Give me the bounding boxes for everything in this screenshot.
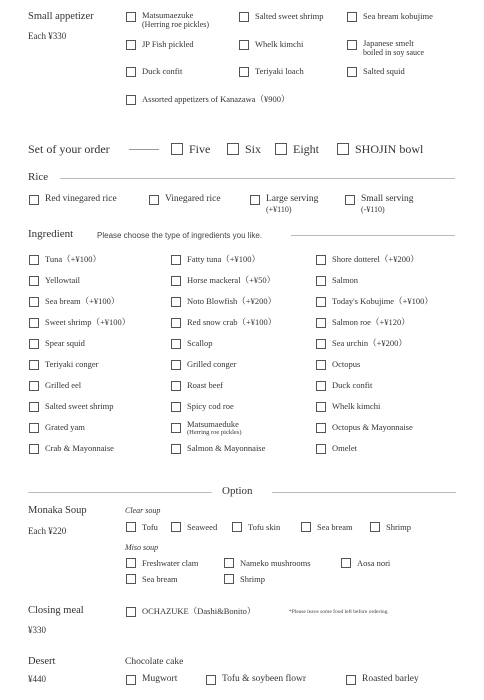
ingredient-name: Whelk kimchi: [332, 401, 381, 411]
ingredient-name: Spear squid: [45, 338, 85, 348]
checkbox-clear-seaweed[interactable]: [171, 522, 181, 532]
label-ingredient: [332, 359, 360, 369]
label-ingredient: [187, 338, 213, 348]
label-clear-seaweed: Seaweed: [187, 522, 218, 532]
ingredient-name: Horse mackeral（+¥50）: [187, 275, 276, 285]
label-large-serving: Large serving (+¥110): [266, 194, 319, 214]
checkbox-ingredient[interactable]: [171, 339, 181, 349]
label-teriyaki-loach: Teriyaki loach: [255, 66, 304, 76]
ingredient-name: Duck confit: [332, 380, 373, 390]
ingredient-subnote: (Herring roe pickles): [187, 429, 242, 436]
ingredient-name: Yellowtail: [45, 275, 81, 285]
label-ingredient: [332, 338, 407, 348]
dessert-subtitle: Chocolate cake: [125, 657, 184, 667]
label-miso-aosa-nori: Aosa nori: [357, 558, 391, 568]
ingredient-name: Spicy cod roe: [187, 401, 234, 411]
label-ingredient: [332, 401, 380, 411]
checkbox-matsumaezuke[interactable]: [126, 12, 136, 22]
ingredient-name: Grilled conger: [187, 359, 237, 369]
checkbox-clear-tofu[interactable]: [126, 522, 136, 532]
ingredient-name: Roast beef: [187, 380, 224, 390]
label-clear-sea-bream: Sea bream: [317, 522, 353, 532]
label-small-serving: Small serving (-¥110): [361, 194, 414, 214]
checkbox-ingredient[interactable]: [171, 276, 181, 286]
small-appetizer-title: Small appetizer: [28, 11, 94, 22]
checkbox-ingredient[interactable]: [316, 360, 326, 370]
ingredient-name: Sea bream（+¥100）: [45, 296, 120, 306]
checkbox-ingredient[interactable]: [316, 297, 326, 307]
label-set-shojin-bowl: SHOJIN bowl: [355, 142, 424, 156]
checkbox-ingredient[interactable]: [29, 360, 39, 370]
clear-soup-label: Clear soup: [125, 506, 161, 515]
ingredient-name: Teriyaki conger: [45, 359, 99, 369]
dessert-price: ¥440: [28, 674, 46, 684]
checkbox-set-eight[interactable]: [275, 143, 287, 155]
dessert-title: Desert: [28, 656, 56, 667]
label-miso-shrimp: Shrimp: [240, 574, 266, 584]
checkbox-sea-bream-kobujime[interactable]: [347, 12, 357, 22]
checkbox-salted-squid[interactable]: [347, 67, 357, 77]
small-appetizer-price: Each ¥330: [28, 31, 67, 41]
ingredient-name: Shore dotterel（+¥200）: [332, 254, 419, 264]
checkbox-ingredient[interactable]: [171, 423, 181, 433]
checkbox-teriyaki-loach[interactable]: [239, 67, 249, 77]
rice-divider: [60, 178, 455, 179]
label-ingredient: [45, 359, 98, 369]
label-dessert-roasted-barley: Roasted barley: [362, 674, 419, 684]
checkbox-jp-fish-pickled[interactable]: [126, 40, 136, 50]
ingredient-name: Omelet: [332, 443, 358, 453]
checkbox-japanese-smelt[interactable]: [347, 40, 357, 50]
checkbox-set-shojin-bowl[interactable]: [337, 143, 349, 155]
label-whelk-kimchi: Whelk kimchi: [255, 39, 304, 49]
ingredient-name: Grilled eel: [45, 380, 82, 390]
label-ingredient: [332, 275, 358, 285]
label-ingredient: [187, 317, 276, 327]
ingredient-name: Octopus & Mayonnaise: [332, 422, 413, 432]
label-duck-confit: Duck confit: [142, 66, 183, 76]
ingredient-name: Salmon: [332, 275, 358, 285]
checkbox-dessert-roasted-barley[interactable]: [346, 675, 356, 685]
label-clear-tofu-skin: Tofu skin: [248, 522, 281, 532]
option-divider-right: [272, 492, 456, 493]
monaka-soup-price: Each ¥220: [28, 526, 67, 536]
checkbox-clear-sea-bream[interactable]: [301, 522, 311, 532]
label-ingredient: [187, 296, 276, 306]
label-ochazuke: OCHAZUKE（Dashi&Bonito）: [142, 606, 256, 616]
label-miso-sea-bream: Sea bream: [142, 574, 178, 584]
checkbox-dessert-mugwort[interactable]: [126, 675, 136, 685]
label-ingredient: [187, 401, 234, 411]
checkbox-large-serving[interactable]: [250, 195, 260, 205]
ingredient-name: Matsumaeduke: [187, 419, 239, 429]
ingredient-name: Scallop: [187, 338, 213, 348]
label-ingredient: [45, 296, 119, 306]
checkbox-duck-confit[interactable]: [126, 67, 136, 77]
ingredient-name: Today's Kobujime（+¥100）: [332, 296, 433, 306]
checkbox-ingredient[interactable]: [316, 381, 326, 391]
label-ingredient: [45, 380, 81, 390]
checkbox-ochazuke[interactable]: [126, 607, 136, 617]
ingredient-name: Salmon roe（+¥120）: [332, 317, 410, 327]
label-ingredient: [332, 254, 419, 264]
checkbox-ingredient[interactable]: [316, 339, 326, 349]
label-red-vinegared-rice: Red vinegared rice: [45, 194, 117, 204]
ingredient-name: Noto Blowfish（+¥200）: [187, 296, 277, 306]
checkbox-ingredient[interactable]: [171, 444, 181, 454]
label-set-five: Five: [189, 142, 211, 156]
ingredient-name: Tuna（+¥100）: [45, 254, 101, 264]
label-ingredient: [187, 443, 265, 453]
label-salted-squid: Salted squid: [363, 66, 405, 76]
label-sea-bream-kobujime: Sea bream kobujime: [363, 11, 433, 21]
checkbox-ingredient[interactable]: [171, 255, 181, 265]
checkbox-ingredient[interactable]: [171, 381, 181, 391]
label-clear-shrimp: Shrimp: [386, 522, 412, 532]
label-ingredient: [332, 317, 410, 327]
label-ingredient: [45, 401, 113, 411]
checkbox-miso-nameko[interactable]: [224, 558, 234, 568]
closing-meal-title: Closing meal: [28, 605, 84, 616]
label-ingredient: [332, 380, 372, 390]
label-ingredient: [332, 296, 433, 306]
checkbox-red-vinegared-rice[interactable]: [29, 195, 39, 205]
set-order-title: Set of your order: [28, 142, 110, 156]
checkbox-vinegared-rice[interactable]: [149, 195, 159, 205]
ingredient-instruction: Please choose the type of ingredients you like.: [97, 231, 262, 240]
label-japanese-smelt: Japanese smelt boiled in soy sauce: [363, 38, 425, 57]
label-ingredient: [45, 254, 101, 264]
checkbox-ingredient[interactable]: [316, 255, 326, 265]
label-dessert-tofu-soybean: Tofu & soybeen flowr: [222, 674, 307, 684]
label-ingredient: [332, 422, 413, 432]
rice-title: Rice: [28, 171, 49, 183]
label-ingredient: [45, 275, 80, 285]
ingredient-name: Fatty tuna（+¥100）: [187, 254, 261, 264]
checkbox-ingredient[interactable]: [316, 423, 326, 433]
checkbox-set-five[interactable]: [171, 143, 183, 155]
set-order-divider: [129, 149, 159, 150]
checkbox-salted-sweet-shrimp[interactable]: [239, 12, 249, 22]
checkbox-ingredient[interactable]: [171, 318, 181, 328]
checkbox-ingredient[interactable]: [29, 381, 39, 391]
ingredient-name: Red snow crab（+¥100）: [187, 317, 277, 327]
checkbox-ingredient[interactable]: [316, 402, 326, 412]
label-set-six: Six: [245, 142, 262, 156]
checkbox-ingredient[interactable]: [316, 318, 326, 328]
label-ingredient: [187, 254, 260, 264]
checkbox-ingredient[interactable]: [316, 444, 326, 454]
checkbox-ingredient[interactable]: [316, 276, 326, 286]
ingredient-name: Crab & Mayonnaise: [45, 443, 114, 453]
label-vinegared-rice: Vinegared rice: [165, 194, 221, 204]
label-clear-tofu: Tofu: [142, 522, 158, 532]
checkbox-ingredient[interactable]: [29, 297, 39, 307]
label-salted-sweet-shrimp: Salted sweet shrimp: [255, 11, 324, 21]
checkbox-ingredient[interactable]: [29, 255, 39, 265]
label-dessert-mugwort: Mugwort: [142, 674, 178, 684]
checkbox-miso-sea-bream[interactable]: [126, 574, 136, 584]
checkbox-ingredient[interactable]: [29, 339, 39, 349]
checkbox-ingredient[interactable]: [29, 276, 39, 286]
ingredient-name: Octopus: [332, 359, 361, 369]
monaka-soup-title: Monaka Soup: [28, 505, 87, 516]
ingredient-title: Ingredient: [28, 228, 74, 240]
checkbox-assorted-appetizers[interactable]: [126, 95, 136, 105]
checkbox-miso-shrimp[interactable]: [224, 574, 234, 584]
ingredient-name: Sweet shrimp（+¥100）: [45, 317, 131, 327]
label-ingredient: [187, 359, 236, 369]
label-assorted-appetizers: Assorted appetizers of Kanazawa（¥900）: [142, 94, 290, 104]
label-ingredient: [45, 443, 114, 453]
label-ingredient: [332, 443, 357, 453]
checkbox-ingredient[interactable]: [29, 318, 39, 328]
option-divider-left: [28, 492, 212, 493]
closing-meal-price: ¥330: [28, 625, 46, 635]
label-ingredient: [187, 380, 223, 390]
ingredient-name: Sea urchin（+¥200）: [332, 338, 407, 348]
label-ingredient: [45, 338, 85, 348]
option-title: Option: [222, 485, 253, 497]
checkbox-ingredient[interactable]: [171, 402, 181, 412]
checkbox-set-six[interactable]: [227, 143, 239, 155]
checkbox-ingredient[interactable]: [171, 360, 181, 370]
ingredient-name: Salmon & Mayonnaise: [187, 443, 266, 453]
label-ingredient: [45, 317, 130, 327]
miso-soup-label: Miso soup: [125, 543, 159, 552]
label-jp-fish-pickled: JP Fish pickled: [142, 39, 194, 49]
closing-meal-note: *Please leave some food left before ordering.: [289, 609, 389, 615]
checkbox-ingredient[interactable]: [29, 402, 39, 412]
checkbox-whelk-kimchi[interactable]: [239, 40, 249, 50]
label-miso-freshwater-clam: Freshwater clam: [142, 558, 199, 568]
checkbox-ingredient[interactable]: [29, 423, 39, 433]
ingredient-divider: [291, 235, 455, 236]
checkbox-dessert-tofu-soybean[interactable]: [206, 675, 216, 685]
label-ingredient: [187, 420, 242, 436]
checkbox-miso-aosa-nori[interactable]: [341, 558, 351, 568]
checkbox-ingredient[interactable]: [171, 297, 181, 307]
label-matsumaezuke: Matsumaezuke (Herring roe pickles): [142, 10, 210, 29]
label-set-eight: Eight: [293, 142, 319, 156]
ingredient-name: Salted sweet shrimp: [45, 401, 114, 411]
checkbox-clear-tofu-skin[interactable]: [232, 522, 242, 532]
ingredient-name: Grated yam: [45, 422, 85, 432]
label-ingredient: [187, 275, 275, 285]
checkbox-miso-freshwater-clam[interactable]: [126, 558, 136, 568]
checkbox-ingredient[interactable]: [29, 444, 39, 454]
checkbox-small-serving[interactable]: [345, 195, 355, 205]
label-miso-nameko: Nameko mushrooms: [240, 558, 311, 568]
checkbox-clear-shrimp[interactable]: [370, 522, 380, 532]
label-ingredient: [45, 422, 85, 432]
